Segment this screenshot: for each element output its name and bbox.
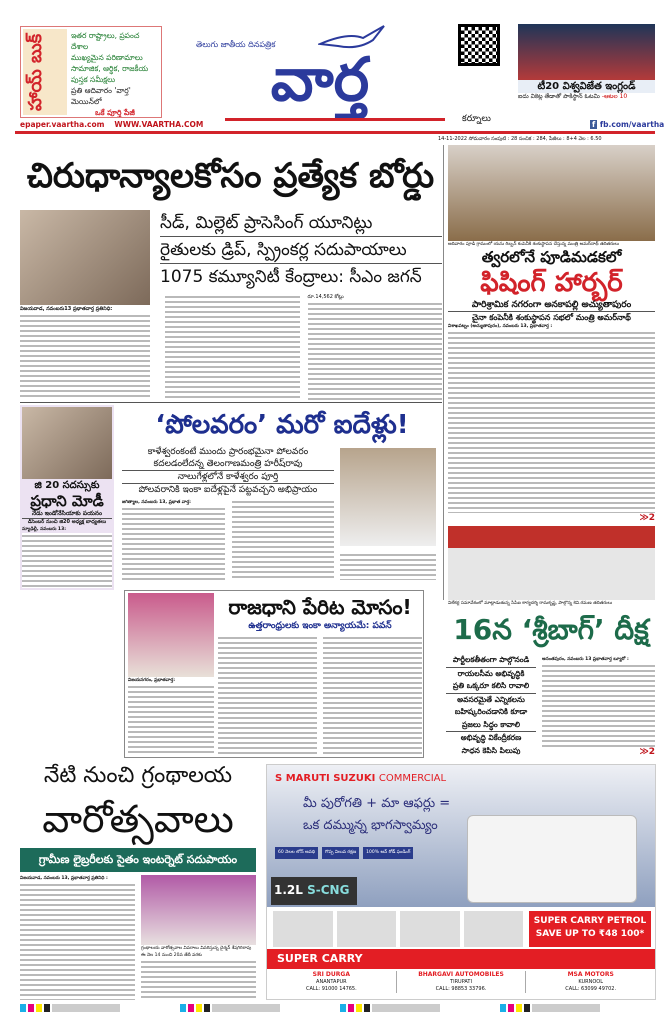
polavaram-body-col3: [340, 552, 436, 580]
harbour-continued[interactable]: ≫2: [639, 513, 655, 523]
sports-sub: [518, 93, 655, 101]
polavaram-sub: నాలుగేళ్లలోనే కాళేశ్వరం పూర్తి: [122, 471, 334, 484]
pawan-dateline: విజయనగరం, ప్రభాతవార్త:: [128, 678, 175, 683]
facebook-link[interactable]: [590, 120, 664, 129]
ad-badge: 60 నెలల లోన్ అవధి: [275, 847, 318, 859]
modi-box: [20, 405, 114, 590]
feature-thumbnail: [464, 911, 524, 947]
logo-underline: [225, 118, 445, 121]
sribagh-sub: అవసరమైతే ఎన్నికలను: [457, 694, 525, 704]
ad-slogan1: మీ పురోగతి + మా ఆఫర్లు =: [303, 796, 451, 811]
sribagh-subs: [446, 654, 536, 757]
sports-headline[interactable]: టీ20 విశ్వవిజేత ఇంగ్లండ్: [518, 80, 655, 93]
press-meet-photo: [448, 526, 655, 600]
pawan-body: [218, 635, 422, 755]
polavaram-sub: కదలడంలేదన్న తెలంగాణమంత్రి హరీష్‌రావు: [122, 458, 334, 471]
dealer-phone: CALL: 91000 14765.: [305, 986, 357, 992]
lead-body-col2: [165, 294, 300, 400]
promo-line: సామాజిక, ఆర్థిక, రాజకీయ: [71, 64, 149, 73]
ad-model-bar: [267, 949, 655, 969]
dealer-city: TIRUPATI: [450, 979, 472, 985]
jagan-photo: [20, 210, 150, 305]
ad-slogan2: ఒక దమ్మున్న భాగస్వామ్యం: [303, 818, 438, 833]
lead-body-col3: [308, 301, 443, 400]
sports-ref: -ఆటల 10: [601, 93, 628, 100]
modi-headline[interactable]: ప్రధాని మోడీ: [30, 492, 104, 510]
sports-photo: [518, 24, 655, 80]
promo-text: [71, 30, 159, 118]
dealer-phone: CALL: 63099 49702.: [565, 986, 617, 992]
masthead-rule: [15, 131, 655, 134]
ad-badge: 100% ఆన్ రోడ్ ఫండింగ్: [363, 847, 413, 859]
library-body-col2: [141, 959, 256, 1000]
sribagh-continued[interactable]: ≫2: [639, 747, 655, 757]
promo-line: ప్రతి ఆదివారం 'వార్త' మెయిన్‌లో: [71, 86, 131, 106]
harbour-sub2: చైనా కంపెనీకి శంకుస్థాపన సభలో మంత్రి అమర్‌నాథ్: [472, 313, 631, 322]
dealer: [267, 971, 396, 993]
lead-right: [160, 210, 442, 400]
sribagh-right: [542, 656, 655, 758]
lead-left-column: [20, 210, 150, 398]
sribagh-caption: విలేకర్ల సమావేశంలో మాట్లాడుతున్న సిపిఐ కార్యదర్శి రామకృష్ణ, పాల్గొన్న కెవి.రమణ తదితరులు: [448, 601, 613, 606]
sribagh-body: [542, 663, 655, 747]
sribagh-sub: ప్రజలు సిద్ధం కావాలి: [446, 719, 536, 733]
edition: కర్నూలు: [462, 114, 491, 124]
library-kicker: నేటి నుంచి గ్రంథాలయ: [43, 763, 233, 788]
ad-offer: SAVE UP TO ₹48 100*: [535, 929, 645, 939]
sribagh-sub: రాయలసీమ అభివృద్ధికి: [457, 668, 525, 678]
web-links: [20, 120, 203, 129]
dealer: [526, 971, 655, 993]
sribagh-dateline: అనంతపురం, నవంబరు 13 ప్రభాతవార్త బ్యూరో :: [542, 657, 629, 662]
foundation-photo: [448, 145, 655, 241]
pawan-photo: [128, 593, 214, 677]
pawan-headline[interactable]: రాజధాని పేరిట మోసం!: [228, 595, 412, 619]
modi-body: [22, 533, 112, 588]
sribagh-sub: బహిష్కరించడానికి కూడా: [454, 707, 528, 716]
harish-rao-photo: [340, 448, 436, 546]
polavaram-dateline: జగిత్యాల, నవంబరు 13, ప్రభాత వార్త:: [122, 500, 191, 505]
polavaram-headline[interactable]: ‘పోలవరం’ మరో ఐదేళ్లు!: [155, 410, 409, 440]
facebook-text: fb.com/vaartha: [599, 120, 665, 129]
polavaram-subs: [122, 446, 334, 496]
dealer-phone: CALL: 98853 33796.: [435, 986, 487, 992]
dealer-city: ANANTAPUR: [316, 979, 347, 985]
library-body-col1-wrap: [20, 875, 135, 1000]
library-headline[interactable]: వారోత్సవాలు: [42, 797, 234, 841]
tagline: తెలుగు జాతీయ దినపత్రిక: [196, 40, 276, 49]
polavaram-sub: కాళేశ్వరంకంటే ముందు ప్రారంభమైనా పోలవరం: [147, 447, 309, 457]
sribagh-sub: ప్రతి ఒక్కరూ కలిసి రావాలి: [446, 680, 536, 694]
feature-thumbnail: [273, 911, 333, 947]
maruti-ad[interactable]: [266, 764, 656, 1000]
ad-badge: గొప్ప విలువ రక్షణ: [322, 847, 359, 859]
ad-engine-badge: [271, 877, 357, 905]
ad-brand-name: MARUTI SUZUKI: [285, 773, 376, 784]
harbour-column: [448, 145, 655, 607]
facebook-icon: f: [592, 120, 596, 129]
dealer-name: SRI DURGA: [312, 971, 350, 978]
epaper-link[interactable]: epaper.vaartha.com: [20, 120, 105, 129]
section-divider: [20, 402, 442, 403]
pawan-body-col1: [128, 684, 214, 755]
sribagh-sub: అభివృద్ధి వికేంద్రీకరణ: [460, 733, 522, 742]
ad-engine: 1.2L: [274, 883, 303, 897]
feature-thumbnail: [337, 911, 397, 947]
modi-kicker: జి 20 సదస్సుకు: [34, 480, 100, 491]
harbour-body: [448, 330, 655, 513]
lead-body-col1: [20, 313, 150, 398]
pawan-body-col2: [218, 635, 317, 755]
pawan-right: [218, 594, 422, 755]
ad-badges: [275, 847, 413, 859]
library-body: [18, 875, 258, 1000]
harbour-kicker: త్వరలోనే పూడిమడకలో: [481, 248, 622, 266]
promo-line: పుస్తక సమీక్షలు: [71, 75, 116, 84]
pawan-left: [128, 593, 214, 755]
dealer: [396, 971, 527, 993]
promo-highlight: ఒకే పూర్తి పేజీ: [95, 108, 135, 117]
polavaram-sub: పోలవరానికి ఇంకా ఐదేళ్లపైనే పట్టవచ్చని అభిప్రాయం: [138, 485, 318, 495]
sribagh-sub: పార్టీలకతీతంగా పాల్గొనండి: [446, 654, 536, 668]
lead-sub: రైతులకు డ్రిప్, స్ప్రింకర్ల సదుపాయాలు: [160, 237, 442, 264]
promo-logo: [23, 29, 67, 115]
ad-model: SUPER CARRY: [277, 952, 363, 965]
sribagh-headline[interactable]: 16న ‘శ్రీబాగ్’ దీక్ష: [453, 613, 649, 646]
library-story: [18, 762, 258, 1000]
lead-dateline: విజయవాడ, నవంబరు13 ప్రభాతవార్త ప్రతినిధి:: [20, 306, 113, 312]
promo-line: ముఖ్యమైన పరిణామాలు: [71, 53, 143, 62]
sports-sub-text: ఐదు వికెట్ల తేడాతో పాకిస్థాన్ ఓటమి: [518, 93, 600, 100]
masthead-logo[interactable]: వార్త: [270, 45, 370, 115]
modi-sub2: డిసెంబర్ నుంచి జి20 అధ్యక్ష బాధ్యతలు: [22, 518, 112, 526]
ad-offer-box[interactable]: [529, 911, 651, 947]
polavaram-body-col1-wrap: [122, 499, 225, 580]
modi-dateline: న్యూఢిల్లీ, నవంబరు 13:: [22, 527, 66, 532]
modi-photo: [22, 407, 112, 479]
harbour-dateline: విశాఖపట్నం (అచ్యుతాపురం), నవంబరు 13, ప్రభాతవార్త :: [448, 324, 553, 329]
sports-box: [518, 24, 655, 101]
promo-title: హాయ్ బుక్: [25, 33, 46, 111]
library-dates: ఈ నెల 14 నుంచి 20వ తేదీ వరకు: [141, 953, 202, 958]
vertical-divider: [443, 145, 444, 600]
harbour-caption: ఆదివారం పూడి గ్రామంలో యను రిబ్బన్ కంపెనీకి శంకుస్థాపన చేస్తున్న మంత్రి అమర్‌నాథ్ తదితరులు: [448, 242, 620, 247]
qr-code[interactable]: [458, 24, 500, 66]
sribagh-sub: సాధన కెపిసి పిలుపు: [461, 745, 521, 755]
dealer-city: KURNOOL: [578, 979, 604, 985]
polavaram-body-col2: [232, 499, 335, 580]
suzuki-logo-icon: S: [275, 773, 283, 784]
ad-cng: S-CNG: [307, 883, 350, 897]
feature-thumbnail: [400, 911, 460, 947]
pawan-body-col3: [323, 635, 422, 755]
library-banner: గ్రామీణ లైబ్రరీలకు సైతం ఇంటర్నెట్ సదుపాయం: [20, 848, 256, 872]
promo-box[interactable]: [20, 26, 162, 118]
date-line: 14-11-2022 సోమవారం సంపుటి : 28 సంచిక : 284, పేజీలు : 8+4 వెల : 6.50: [438, 136, 602, 142]
pawan-sub: ఉత్తరాంధ్రులకు ఇంకా అన్యాయమే: పవన్: [248, 621, 392, 631]
truck-image: [467, 815, 637, 903]
library-dateline: విజయవాడ, నవంబరు 13, ప్రభాతవార్త ప్రతినిధి :: [20, 876, 108, 881]
lead-subheads: [160, 210, 442, 290]
website-link[interactable]: WWW.VAARTHA.COM: [114, 120, 204, 129]
dealer-name: MSA MOTORS: [567, 971, 614, 978]
dealer-list: [267, 971, 655, 993]
library-body-col2-wrap: [141, 875, 256, 1000]
dealer-name: BHARGAVI AUTOMOBILES: [418, 971, 504, 978]
library-photo: [141, 875, 256, 945]
ad-brand-suffix: COMMERCIAL: [378, 773, 447, 784]
promo-line: ఇతర రాష్ట్రాలు, ప్రపంచ దేశాల: [71, 31, 140, 51]
lead-body-col3-wrap: [308, 294, 443, 400]
lead-amount: రూ.14,562 కోట్లు: [307, 294, 344, 300]
ad-brand: [275, 773, 446, 784]
library-caption: గ్రంథాలయ వారోత్సవాల వివరాలు వివరిస్తున్న చైర్మన్ శేషగిరిరావు: [141, 946, 252, 951]
feature-thumbnails: [273, 911, 523, 947]
lead-sub: సీడ్, మిల్లెట్ ప్రాసెసింగ్ యూనిట్లు: [160, 210, 442, 237]
lead-headline[interactable]: చిరుధాన్యాలకోసం ప్రత్యేక బోర్డు: [26, 156, 435, 196]
harbour-sub1: పారిశ్రామిక నగరంగా అనకాపల్లి అచ్యుతాపురం: [448, 299, 655, 312]
harbour-headline[interactable]: ఫిషింగ్ హార్బర్: [480, 268, 623, 298]
lead-body: [160, 294, 442, 400]
modi-sub1: నేడు ఇండోనేసియాకు పయనం: [31, 510, 103, 517]
color-registration-bar: [20, 1004, 655, 1012]
ad-offer-title: SUPER CARRY PETROL: [533, 916, 647, 926]
library-body-col1: [20, 882, 135, 1000]
polavaram-body-col1: [122, 506, 225, 580]
polavaram-left: [122, 446, 334, 580]
lead-sub: 1075 కమ్యూనిటీ కేంద్రాలు: సీఎం జగన్: [160, 267, 422, 287]
polavaram-body: [122, 499, 334, 580]
